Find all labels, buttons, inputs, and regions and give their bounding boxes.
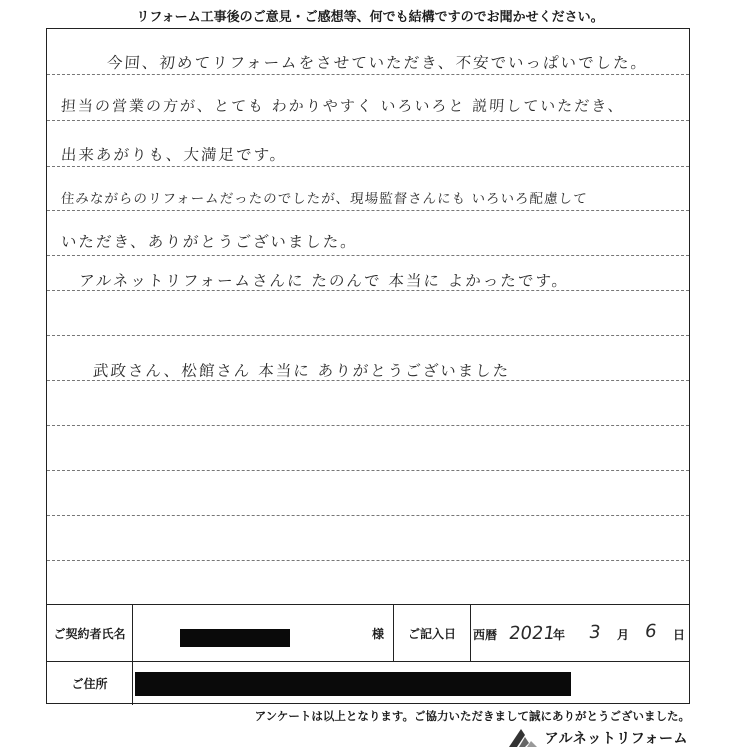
comment-line-3: 出来あがりも、大満足です。 — [60, 146, 288, 164]
ruled-line — [47, 210, 689, 211]
year-value: 2021 — [507, 623, 557, 644]
arnet-logo-icon — [507, 727, 539, 749]
era-label: 西暦 — [473, 628, 498, 642]
entry-date-field — [469, 605, 689, 661]
survey-header: リフォーム工事後のご意見・ご感想等、何でも結構ですのでお聞かせください。 — [136, 10, 604, 25]
comment-line-5: いただき、ありがとうございました。 — [60, 233, 359, 251]
address-label: ご住所 — [47, 662, 133, 705]
brand-name: アルネットリフォーム — [544, 731, 688, 747]
redacted-name — [180, 629, 290, 647]
comment-area — [47, 29, 689, 604]
contractor-name-label: ご契約者氏名 — [47, 605, 133, 661]
entry-date-label: ご記入日 — [393, 605, 471, 661]
ruled-line — [47, 470, 689, 471]
ruled-line — [47, 255, 689, 256]
month-unit: 月 — [617, 628, 630, 642]
contractor-row — [47, 604, 689, 661]
comment-line-8: 武政さん、松館さん 本当に ありがとうございました — [92, 362, 511, 380]
ruled-line — [47, 335, 689, 336]
ruled-line — [47, 560, 689, 561]
honorific-label: 様 — [371, 626, 384, 641]
address-row — [47, 661, 689, 705]
redacted-address — [135, 672, 571, 696]
comment-line-2: 担当の営業の方が、とても わかりやすく いろいろと 説明していただき、 — [60, 97, 626, 115]
day-unit: 日 — [673, 628, 686, 642]
month-value: 3 — [587, 622, 602, 643]
year-unit: 年 — [553, 628, 566, 642]
day-value: 6 — [643, 621, 658, 642]
ruled-line — [47, 166, 689, 167]
ruled-line — [47, 120, 689, 121]
comment-line-6: アルネットリフォームさんに たのんで 本当に よかったです。 — [78, 272, 570, 290]
ruled-line — [47, 425, 689, 426]
ruled-line — [47, 74, 689, 75]
comment-line-1: 今回、初めてリフォームをさせていただき、不安でいっぱいでした。 — [106, 54, 649, 72]
closing-note: アンケートは以上となります。ご協力いただきまして誠にありがとうございました。 — [254, 709, 690, 723]
ruled-line — [47, 515, 689, 516]
brand-logo — [507, 727, 688, 749]
comment-form-frame — [46, 28, 690, 704]
comment-line-4: 住みながらのリフォームだったのでしたが、現場監督さんにも いろいろ配慮して — [60, 191, 589, 207]
